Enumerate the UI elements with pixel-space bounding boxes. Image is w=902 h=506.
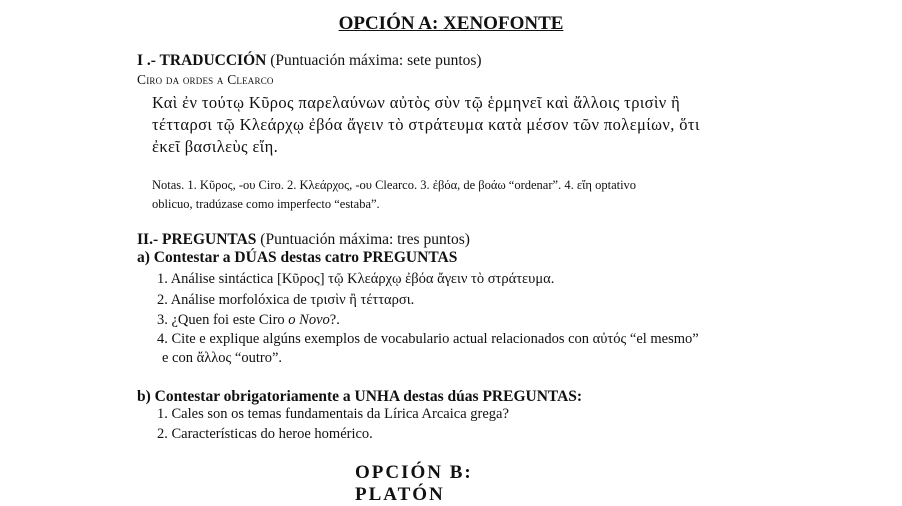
text-subtitle: Ciro da ordes a Clearco	[137, 72, 274, 87]
section-2-heading-label: II.- PREGUNTAS	[137, 231, 257, 248]
question-item: 1. Análise sintáctica [Κῦρος] τῷ Κλεάρχῳ ἐβόα ἄγειν τὸ στράτευμα.	[157, 271, 555, 287]
question-group-b-heading: b) Contestar obrigatoriamente a UNHA destas dúas PREGUNTAS:	[137, 388, 583, 405]
question-item: 4. Cite e explique algúns exemplos de vocabulario actual relacionados con αὐτός “el mesmo”	[157, 331, 699, 347]
section-1-heading	[137, 52, 482, 70]
section-2-heading-note: (Puntuación máxima: tres puntos)	[260, 231, 470, 248]
notes-line: oblicuo, tradúzase como imperfecto “estaba”.	[152, 197, 380, 211]
question-item: 2. Características do heroe homérico.	[157, 426, 373, 442]
question-item-end: ?.	[329, 312, 340, 328]
notes-line: Notas. 1. Κῦρος, -ου Ciro. 2. Κλεάρχος, -ου Clearco. 3. ἐβόα, de βοάω “ordenar”. 4. εἴη optativo	[152, 178, 637, 192]
question-item: 2. Análise morfolóxica de τρισὶν ἢ τέτταρσι.	[157, 292, 415, 308]
question-item-italic: o Novo	[288, 312, 330, 328]
section-1-heading-label: I .- TRADUCCIÓN	[137, 52, 267, 69]
question-item-text: 3. ¿Quen foi este Ciro	[157, 312, 289, 328]
section-2-heading	[137, 231, 470, 249]
question-item-continuation: e con ἄλλος “outro”.	[162, 350, 283, 366]
next-section-title-cutoff: OPCIÓN B: PLATÓN	[355, 462, 473, 505]
question-item: 1. Cales son os temas fundamentais da Lírica Arcaica grega?	[157, 406, 509, 422]
question-group-a-heading: a) Contestar a DÚAS destas catro PREGUNTAS	[137, 249, 458, 266]
section-1-heading-note: (Puntuación máxima: sete puntos)	[270, 52, 482, 69]
greek-text-line: Καὶ ἐν τούτῳ Κῦρος παρελαύνων αὐτὸς σὺν τῷ ἑρμηνεῖ καὶ ἄλλοις τρισὶν ἢ	[152, 93, 681, 112]
page-title: OPCIÓN A: XENOFONTE	[338, 13, 564, 34]
question-item	[157, 312, 340, 329]
greek-text-line: τέτταρσι τῷ Κλεάρχῳ ἐβόα ἄγειν τὸ στράτευμα κατὰ μέσον τῶν πολεμίων, ὅτι	[152, 115, 700, 134]
greek-text-line: ἐκεῖ βασιλεὺς εἴη.	[152, 137, 279, 156]
